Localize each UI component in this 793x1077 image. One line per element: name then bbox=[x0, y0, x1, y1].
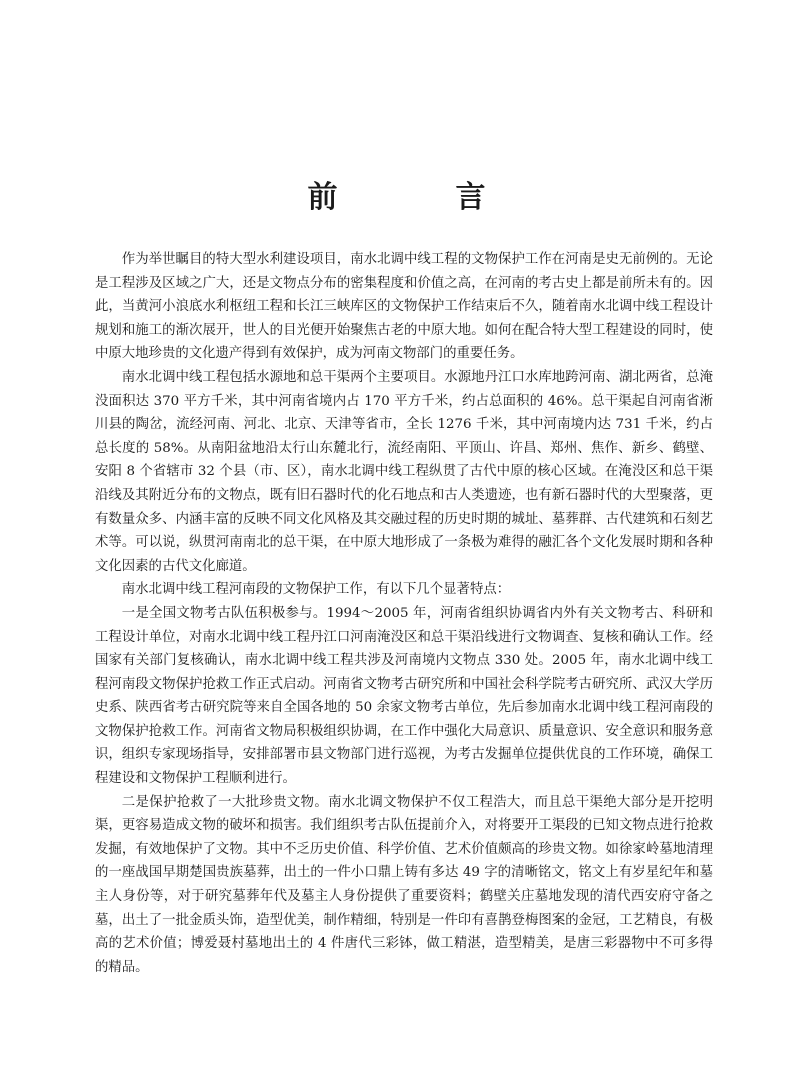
paragraph-2: 南水北调中线工程包括水源地和总干渠两个主要项目。水源地丹江口水库地跨河南、湖北两省，总淹没面积达 370 平方千米，其中河南省境内占 170 平方千米，约占总面积的 46%。总干渠起自河南省淅川县的陶岔，流经河南、河北、北京、天津等省市，全长 1276 千米，其中河南境内达 731 千米，约占总长度的 58%。从南阳盆地沿太行山东麓北行，流经南阳、平顶山、许昌、郑州、焦作、新乡、鹤壁、安阳 8 个省辖市 32 个县（市、区），南水北调中线工程纵贯了古代中原的核心区域。在淹没区和总干渠沿线及其附近分布的文物点，既有旧石器时代的化石地点和古人类遗迹，也有新石器时代的大型聚落，更有数量众多、内涵丰富的反映不同文化风格及其交融过程的历史时期的城址、墓葬群、古代建筑和石刻艺术等。可以说，纵贯河南南北的总干渠，在中原大地形成了一条极为难得的融汇各个文化发展时期和各种文化因素的古代文化廊道。 bbox=[95, 369, 713, 574]
paragraph-3: 南水北调中线工程河南段的文物保护工作，有以下几个显著特点： bbox=[121, 582, 511, 598]
page-title: 前 言 bbox=[307, 180, 530, 215]
preface-body bbox=[95, 248, 713, 979]
paragraph-1: 作为举世瞩目的特大型水利建设项目，南水北调中线工程的文物保护工作在河南是史无前例的。无论是工程涉及区域之广大，还是文物点分布的密集程度和价值之高，在河南的考古史上都是前所未有的。因此，当黄河小浪底水利枢纽工程和长江三峡库区的文物保护工作结束后不久，随着南水北调中线工程设计规划和施工的渐次展开，世人的目光便开始聚焦古老的中原大地。如何在配合特大型工程建设的同时，使中原大地珍贵的文化遗产得到有效保护，成为河南文物部门的重要任务。 bbox=[95, 252, 713, 362]
paragraph-4: 一是全国文物考古队伍积极参与。1994～2005 年，河南省组织协调省内外有关文物考古、科研和工程设计单位，对南水北调中线工程丹江口河南淹没区和总干渠沿线进行文物调查、复核和确认工作。经国家有关部门复核确认，南水北调中线工程共涉及河南境内文物点 330 处。2005 年，南水北调中线工程河南段文物保护抢救工作正式启动。河南省文物考古研究所和中国社会科学院考古研究所、武汉大学历史系、陕西省考古研究院等来自全国各地的 50 余家文物考古单位，先后参加南水北调中线工程河南段的文物保护抢救工作。河南省文物局积极组织协调，在工作中强化大局意识、质量意识、安全意识和服务意识，组织专家现场指导，安排部署市县文物部门进行巡视，为考古发掘单位提供优良的工作环境，确保工程建设和文物保护工程顺利进行。 bbox=[95, 605, 713, 787]
paragraph-5: 二是保护抢救了一大批珍贵文物。南水北调文物保护不仅工程浩大，而且总干渠绝大部分是开挖明渠，更容易造成文物的破坏和损害。我们组织考古队伍提前介入，对将要开工渠段的已知文物点进行抢救发掘，有效地保护了文物。其中不乏历史价值、科学价值、艺术价值颇高的珍贵文物。如徐家岭墓地清理的一座战国早期楚国贵族墓葬，出土的一件小口鼎上铸有多达 49 字的清晰铭文，铭文上有岁星纪年和墓主人身份等，对于研究墓葬年代及墓主人身份提供了重要资料；鹤壁关庄墓地发现的清代西安府守备之墓，出土了一批金质头饰，造型优美，制作精细，特别是一件印有喜鹊登梅图案的金冠，工艺精良，有极高的艺术价值；博爱聂村墓地出土的 4 件唐代三彩钵，做工精湛，造型精美，是唐三彩器物中不可多得的精品。 bbox=[95, 794, 713, 975]
